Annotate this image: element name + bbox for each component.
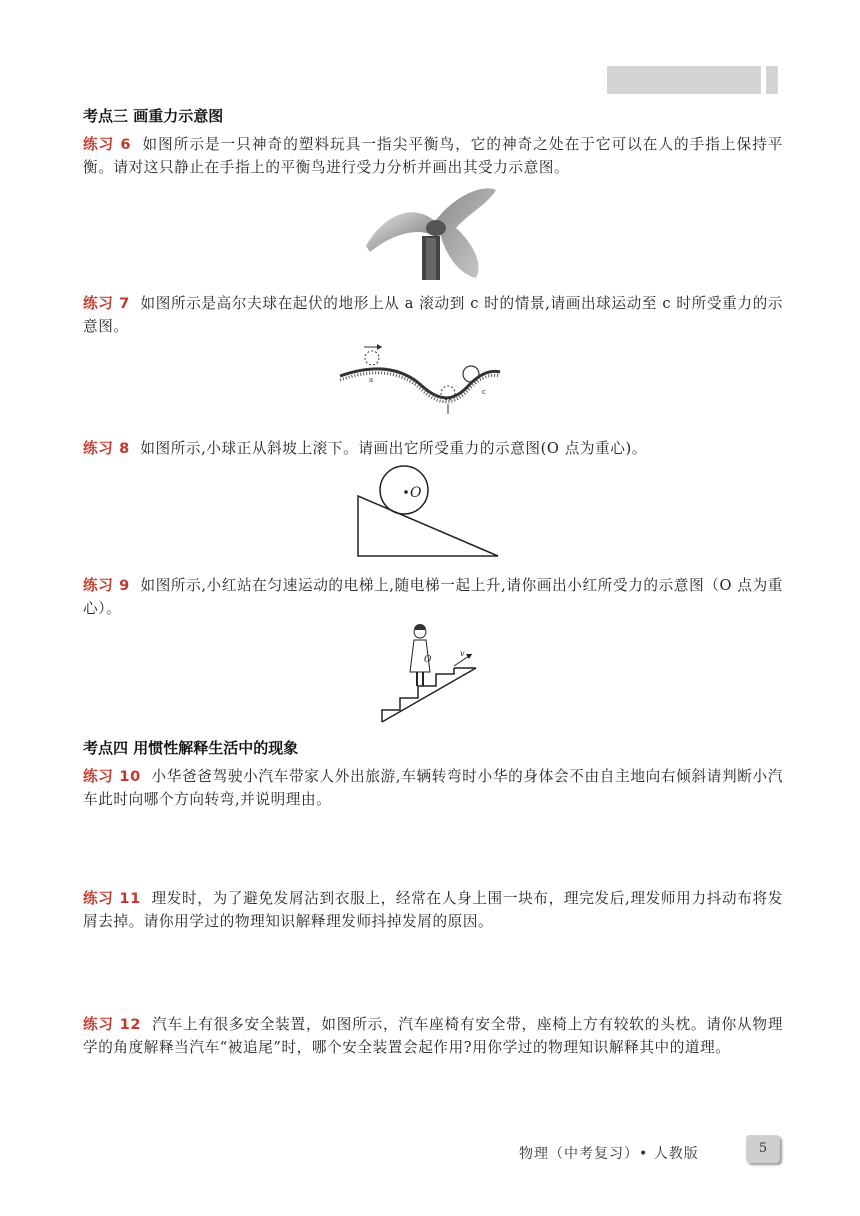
exercise-8 <box>83 437 783 460</box>
exercise-label: 练习 6 <box>83 136 132 153</box>
exercise-12 <box>83 1013 783 1059</box>
section-title-3: 考点三 画重力示意图 <box>83 107 224 125</box>
exercise-text: 如图所示,小球正从斜坡上滚下。请画出它所受重力的示意图(O 点为重心)。 <box>140 440 647 457</box>
header-tab-marker <box>766 66 778 94</box>
golf-terrain-figure <box>338 342 502 422</box>
exercise-label: 练习 8 <box>83 440 130 457</box>
exercise-7 <box>83 292 783 338</box>
exercise-label: 练习 12 <box>83 1016 142 1033</box>
exercise-11 <box>83 887 783 933</box>
ball-center-label: O <box>410 485 422 501</box>
section-title-4: 考点四 用惯性解释生活中的现象 <box>83 739 299 757</box>
exercise-9 <box>83 574 783 620</box>
exercise-text: 小华爸爸驾驶小汽车带家人外出旅游,车辆转弯时小华的身体会不由自主地向右倾斜请判断小汽车此时向哪个方向转弯,并说明理由。 <box>83 768 784 808</box>
header-tab-bar <box>607 66 761 94</box>
exercise-10 <box>83 765 783 811</box>
person-center-label: O <box>424 655 432 665</box>
escalator-velocity-label: v <box>460 649 465 658</box>
exercise-text: 理发时，为了避免发屑沾到衣服上，经常在人身上围一块布，理完发后,理发师用力抖动布将发屑去掉。请你用学过的物理知识解释理发师抖掉发屑的原因。 <box>83 890 784 930</box>
exercise-label: 练习 11 <box>83 890 141 907</box>
exercise-6 <box>83 133 783 179</box>
exercise-text: 如图所示是高尔夫球在起伏的地形上从 a 滚动到 c 时的情景,请画出球运动至 c 时所受重力的示意图。 <box>83 295 783 335</box>
exercise-label: 练习 7 <box>83 295 130 312</box>
terrain-point-a: a <box>369 376 374 384</box>
page-number: 5 <box>746 1135 780 1163</box>
exercise-label: 练习 9 <box>83 577 130 594</box>
ball-on-slope-figure <box>354 464 502 560</box>
footer-book-title: 物理（中考复习）• 人教版 <box>519 1146 699 1162</box>
balance-bird-figure <box>364 184 498 280</box>
exercise-text: 汽车上有很多安全装置，如图所示，汽车座椅有安全带，座椅上方有较软的头枕。请你从物理学的角度解释当汽车“被追尾”时，哪个安全装置会起作用?用你学过的物理知识解释其中的道理。 <box>83 1016 784 1056</box>
terrain-point-c: c <box>482 388 486 396</box>
exercise-label: 练习 10 <box>83 768 141 785</box>
exercise-text: 如图所示,小红站在匀速运动的电梯上,随电梯一起上升,请你画出小红所受力的示意图（O 点为重心）。 <box>83 577 784 617</box>
exercise-text: 如图所示是一只神奇的塑料玩具一指尖平衡鸟，它的神奇之处在于它可以在人的手指上保持平衡。请对这只静止在手指上的平衡鸟进行受力分析并画出其受力示意图。 <box>83 136 783 176</box>
escalator-figure <box>380 622 480 724</box>
